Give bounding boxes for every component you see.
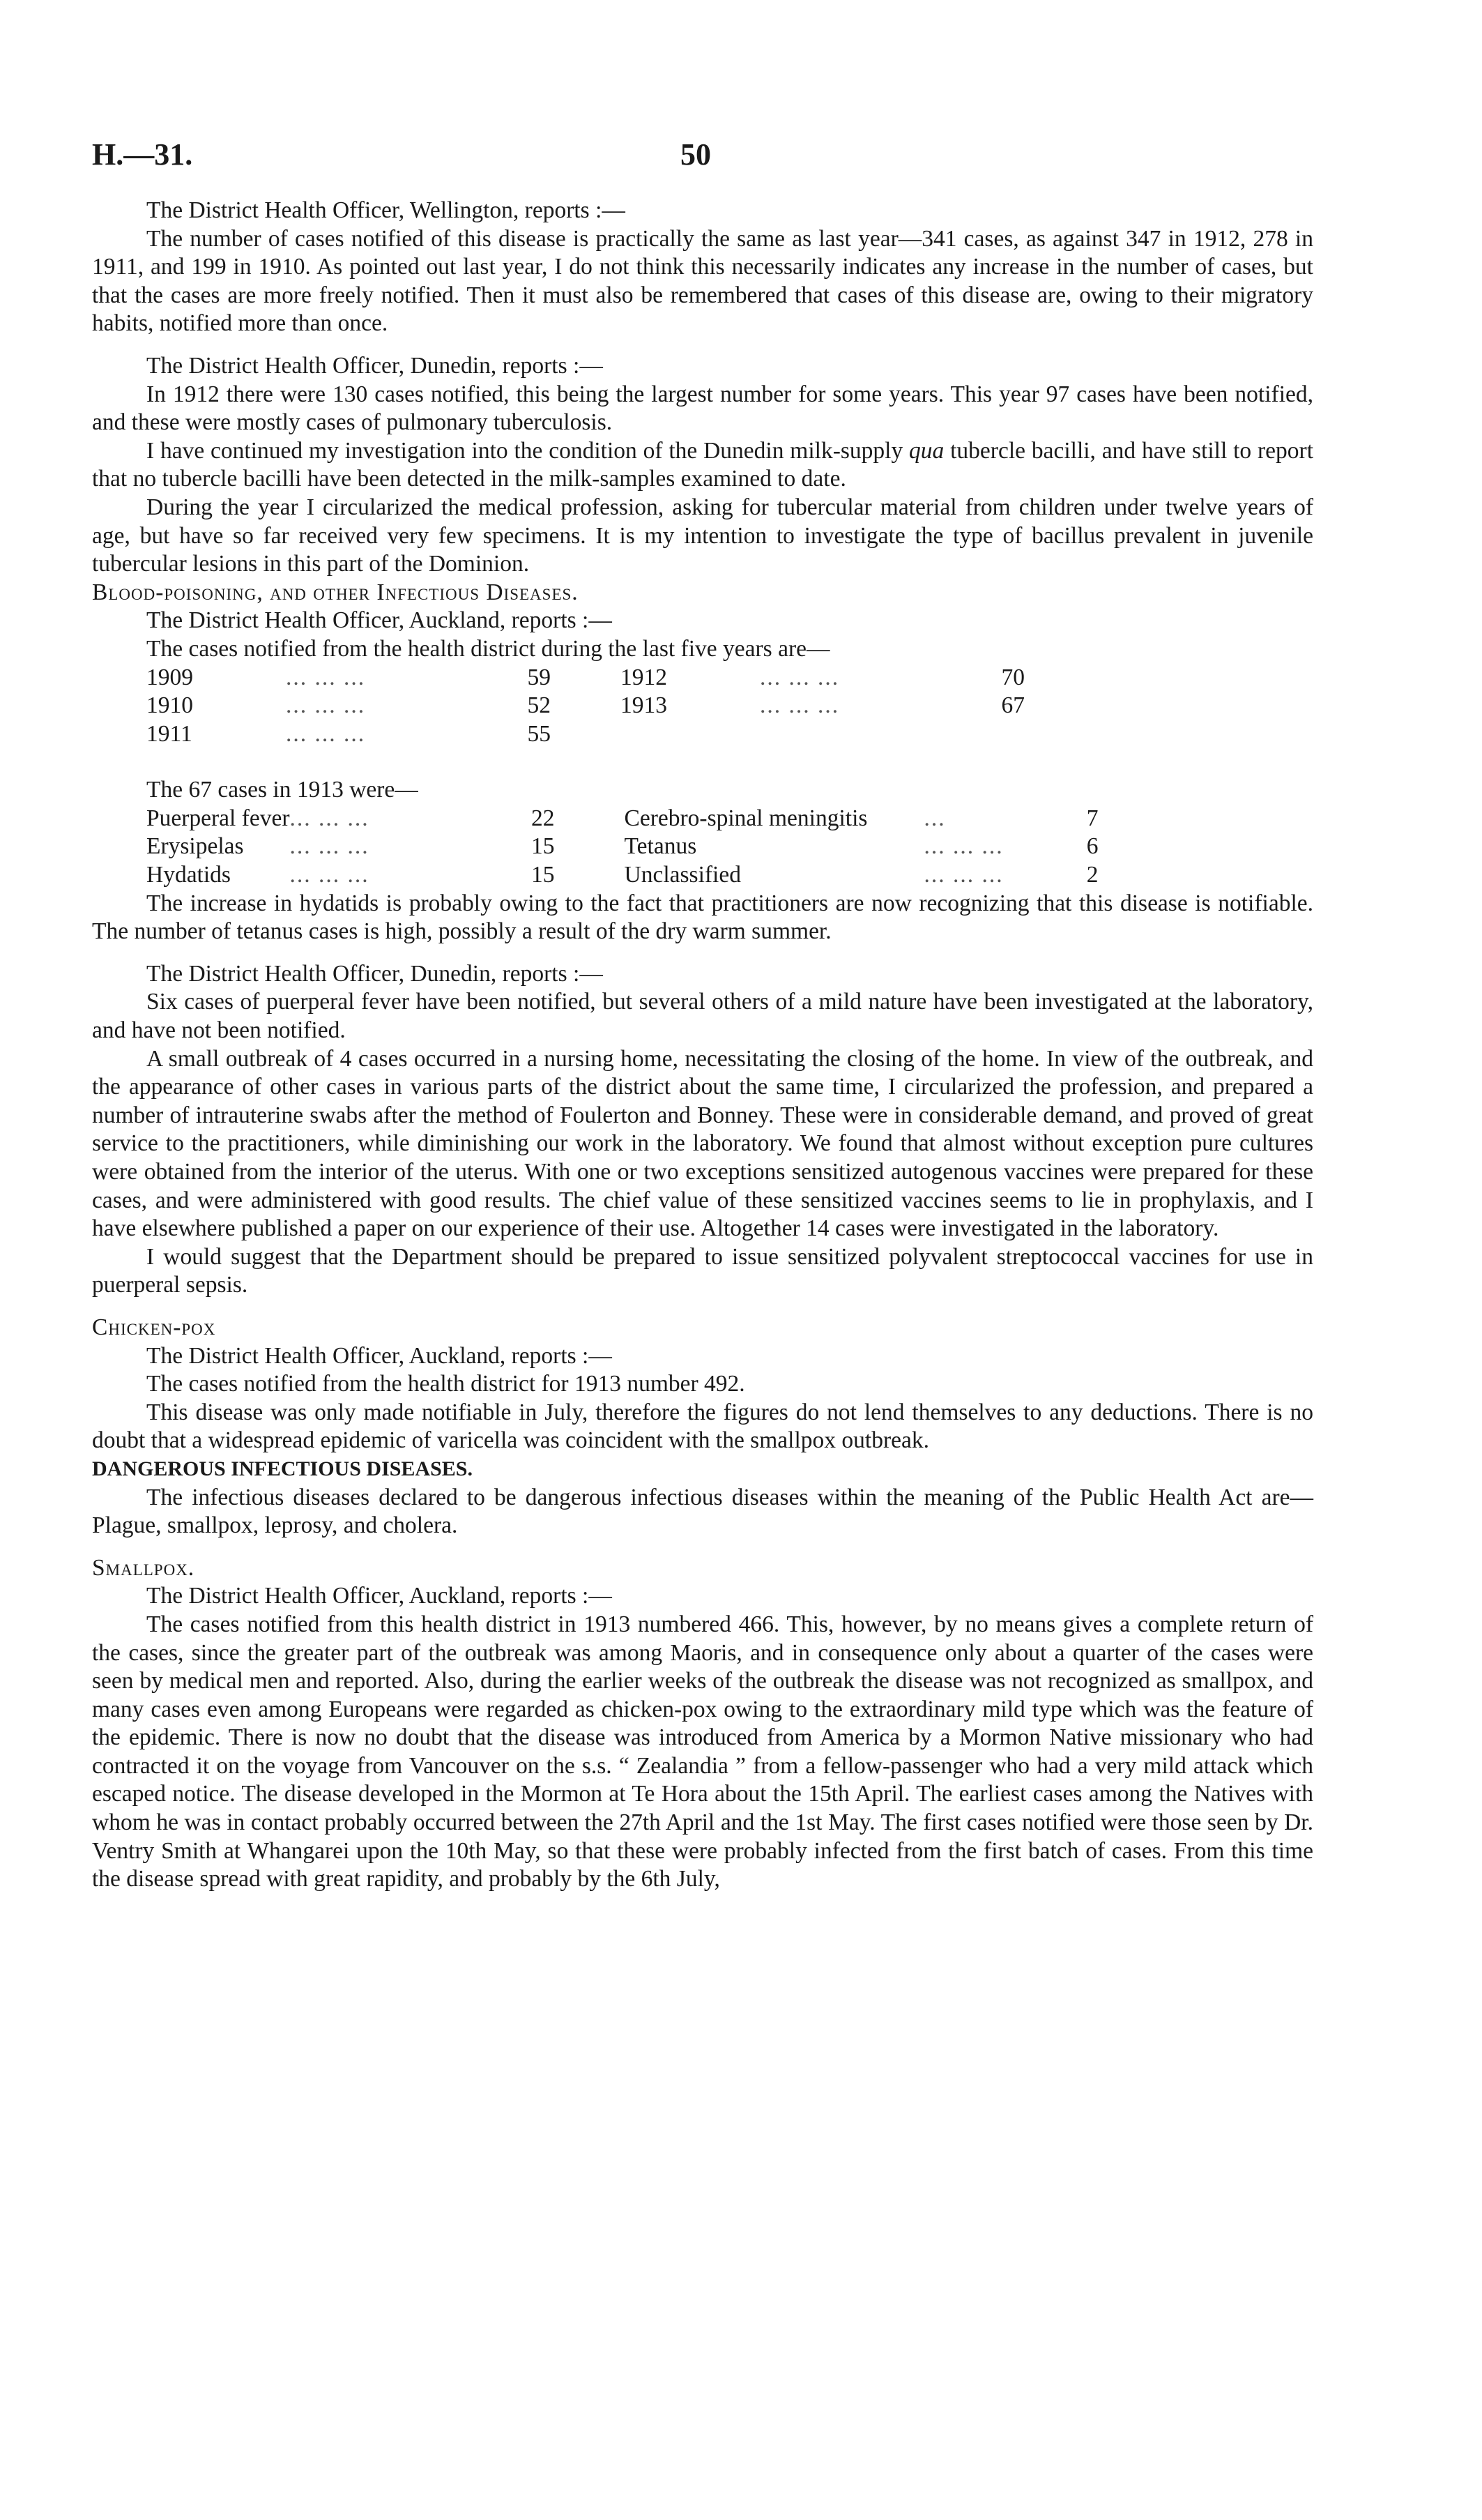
section-heading-chickenpox: Chicken-pox xyxy=(92,1314,216,1340)
cases-intro: The 67 cases in 1913 were— xyxy=(146,777,418,803)
table-row: Hydatids ... ... ... 15 Unclassified ... ... ... 2 xyxy=(146,862,1099,888)
report-reference: H.—31. xyxy=(92,137,193,172)
chickenpox-intro: The District Health Officer, Auckland, reports :— xyxy=(146,1342,612,1369)
document-body xyxy=(92,197,1313,1894)
yearly-cases-table xyxy=(146,664,1025,749)
chickenpox-paragraph-2: This disease was only made notifiable in July, therefore the figures do not lend themselves to any deductions. There is no doubt that a widespread epidemic of varicella was coincident with the smallpox outbreak. xyxy=(92,1399,1313,1454)
smallpox-intro: The District Health Officer, Auckland, reports :— xyxy=(146,1583,612,1609)
smallpox-paragraph: The cases notified from this health district in 1913 numbered 466. This, however, by no means gives a complete return of the cases, since the greater part of the outbreak was among Maoris, and in consequence only about a quarter of the cases were seen by medical men and reported. Also, during the earlier weeks of the outbreak the disease was not recognized as smallpox, and many cases even among Europeans were regarded as chicken-pox owing to the extraordinary mild type which was the feature of the epidemic. There is now no doubt that the disease was introduced from America by a Mormon Native missionary who had contracted it on the voyage from Vancouver on the s.s. “ Zealandia ” from a fellow-passenger who had a very mild attack which escaped notice. The disease developed in the Mormon at Te Hora about the 15th April. The earliest cases among the Natives with whom he was in contact probably occurred between the 27th April and the 1st May. The first cases notified were those seen by Dr. Ventry Smith at Whangarei upon the 10th May, so that these were probably infected from the first batch of cases. From this time the disease spread with great rapidity, and probably by the 6th July, xyxy=(92,1611,1313,1892)
table-row: 1909 ... ... ... 59 1912 ... ... ... 70 xyxy=(146,664,1025,690)
dunedin-paragraph-2: I have continued my investigation into the condition of the Dunedin milk-supply qua tubercle bacilli, and have still to report that no tubercle bacilli have been detected in the milk-samples examined to date. xyxy=(92,437,1313,492)
table-row: 1910 ... ... ... 52 1913 ... ... ... 67 xyxy=(146,692,1025,719)
puerperal-paragraph-1: Six cases of puerperal fever have been notified, but several others of a mild nature have been investigated at the laboratory, and have not been notified. xyxy=(92,989,1313,1044)
dunedin-paragraph-3: During the year I circularized the medical profession, asking for tubercular material from children under twelve years of age, but have so far received very few specimens. It is my intention to investigate the type of bacillus prevalent in juvenile tubercular lesions in this part of the Dominion. xyxy=(92,494,1313,577)
hydatids-paragraph: The increase in hydatids is probably owing to the fact that practitioners are now recognizing that this disease is notifiable. The number of tetanus cases is high, possibly a result of the dry warm summer. xyxy=(92,890,1313,945)
years-intro: The cases notified from the health district during the last five years are— xyxy=(146,635,830,662)
table-row: Erysipelas ... ... ... 15 Tetanus ... ... ... 6 xyxy=(146,833,1099,860)
dangerous-paragraph: The infectious diseases declared to be dangerous infectious diseases within the meaning of the Public Health Act are—Plague, smallpox, leprosy, and cholera. xyxy=(92,1484,1313,1539)
table-row: 1911 ... ... ... 55 xyxy=(146,720,551,747)
table-row: Puerperal fever ... ... ... 22 Cerebro-spinal meningitis ... 7 xyxy=(146,805,1099,831)
puerperal-paragraph-3: I would suggest that the Department should be prepared to issue sensitized polyvalent streptococcal vaccines for use in puerperal sepsis. xyxy=(92,1243,1313,1298)
dunedin-paragraph-1: In 1912 there were 130 cases notified, this being the largest number for some years. This year 97 cases have been notified, and these were mostly cases of pulmonary tuberculosis. xyxy=(92,381,1313,436)
section-heading-smallpox: Smallpox. xyxy=(92,1554,195,1581)
cases-breakdown-table xyxy=(146,805,1099,890)
puerperal-paragraph-2: A small outbreak of 4 cases occurred in a nursing home, necessitating the closing of the home. In view of the outbreak, and the appearance of other cases in various parts of the district about the same time, I circularized the profession, and prepared a number of intrauterine swabs after the method of Foulerton and Bonney. These were in considerable demand, and proved of great service to the practitioners, while diminishing our work in the laboratory. We found that almost without exception pure cultures were obtained from the interior of the uterus. With one or two exceptions sensitized autogenous vaccines were prepared for these cases, and were administered with good results. The chief value of these sensitized vaccines seems to lie in prophylaxis, and I have elsewhere published a paper on our experience of their use. Altogether 14 cases were investigated in the laboratory. xyxy=(92,1045,1313,1242)
wellington-paragraph: The number of cases notified of this disease is practically the same as last year—341 cases, as against 347 in 1912, 278 in 1911, and 199 in 1910. As pointed out last year, I do not think this necessarily indicates any increase in the number of cases, but that the cases are more freely notified. Then it must also be remembered that cases of this disease are, owing to their migratory habits, notified more than once. xyxy=(92,225,1313,337)
page-number: 50 xyxy=(680,137,711,172)
section-heading-dangerous: DANGEROUS INFECTIOUS DISEASES. xyxy=(92,1457,473,1480)
chickenpox-paragraph-1: The cases notified from the health district for 1913 number 492. xyxy=(146,1371,745,1397)
blood-intro: The District Health Officer, Auckland, reports :— xyxy=(146,607,612,634)
dunedin-puerperal-intro: The District Health Officer, Dunedin, reports :— xyxy=(146,960,603,987)
section-heading-blood-poisoning: Blood-poisoning, and other Infectious Diseases. xyxy=(92,579,579,605)
wellington-intro: The District Health Officer, Wellington, reports :— xyxy=(146,197,625,223)
dunedin-intro: The District Health Officer, Dunedin, reports :— xyxy=(146,352,603,379)
